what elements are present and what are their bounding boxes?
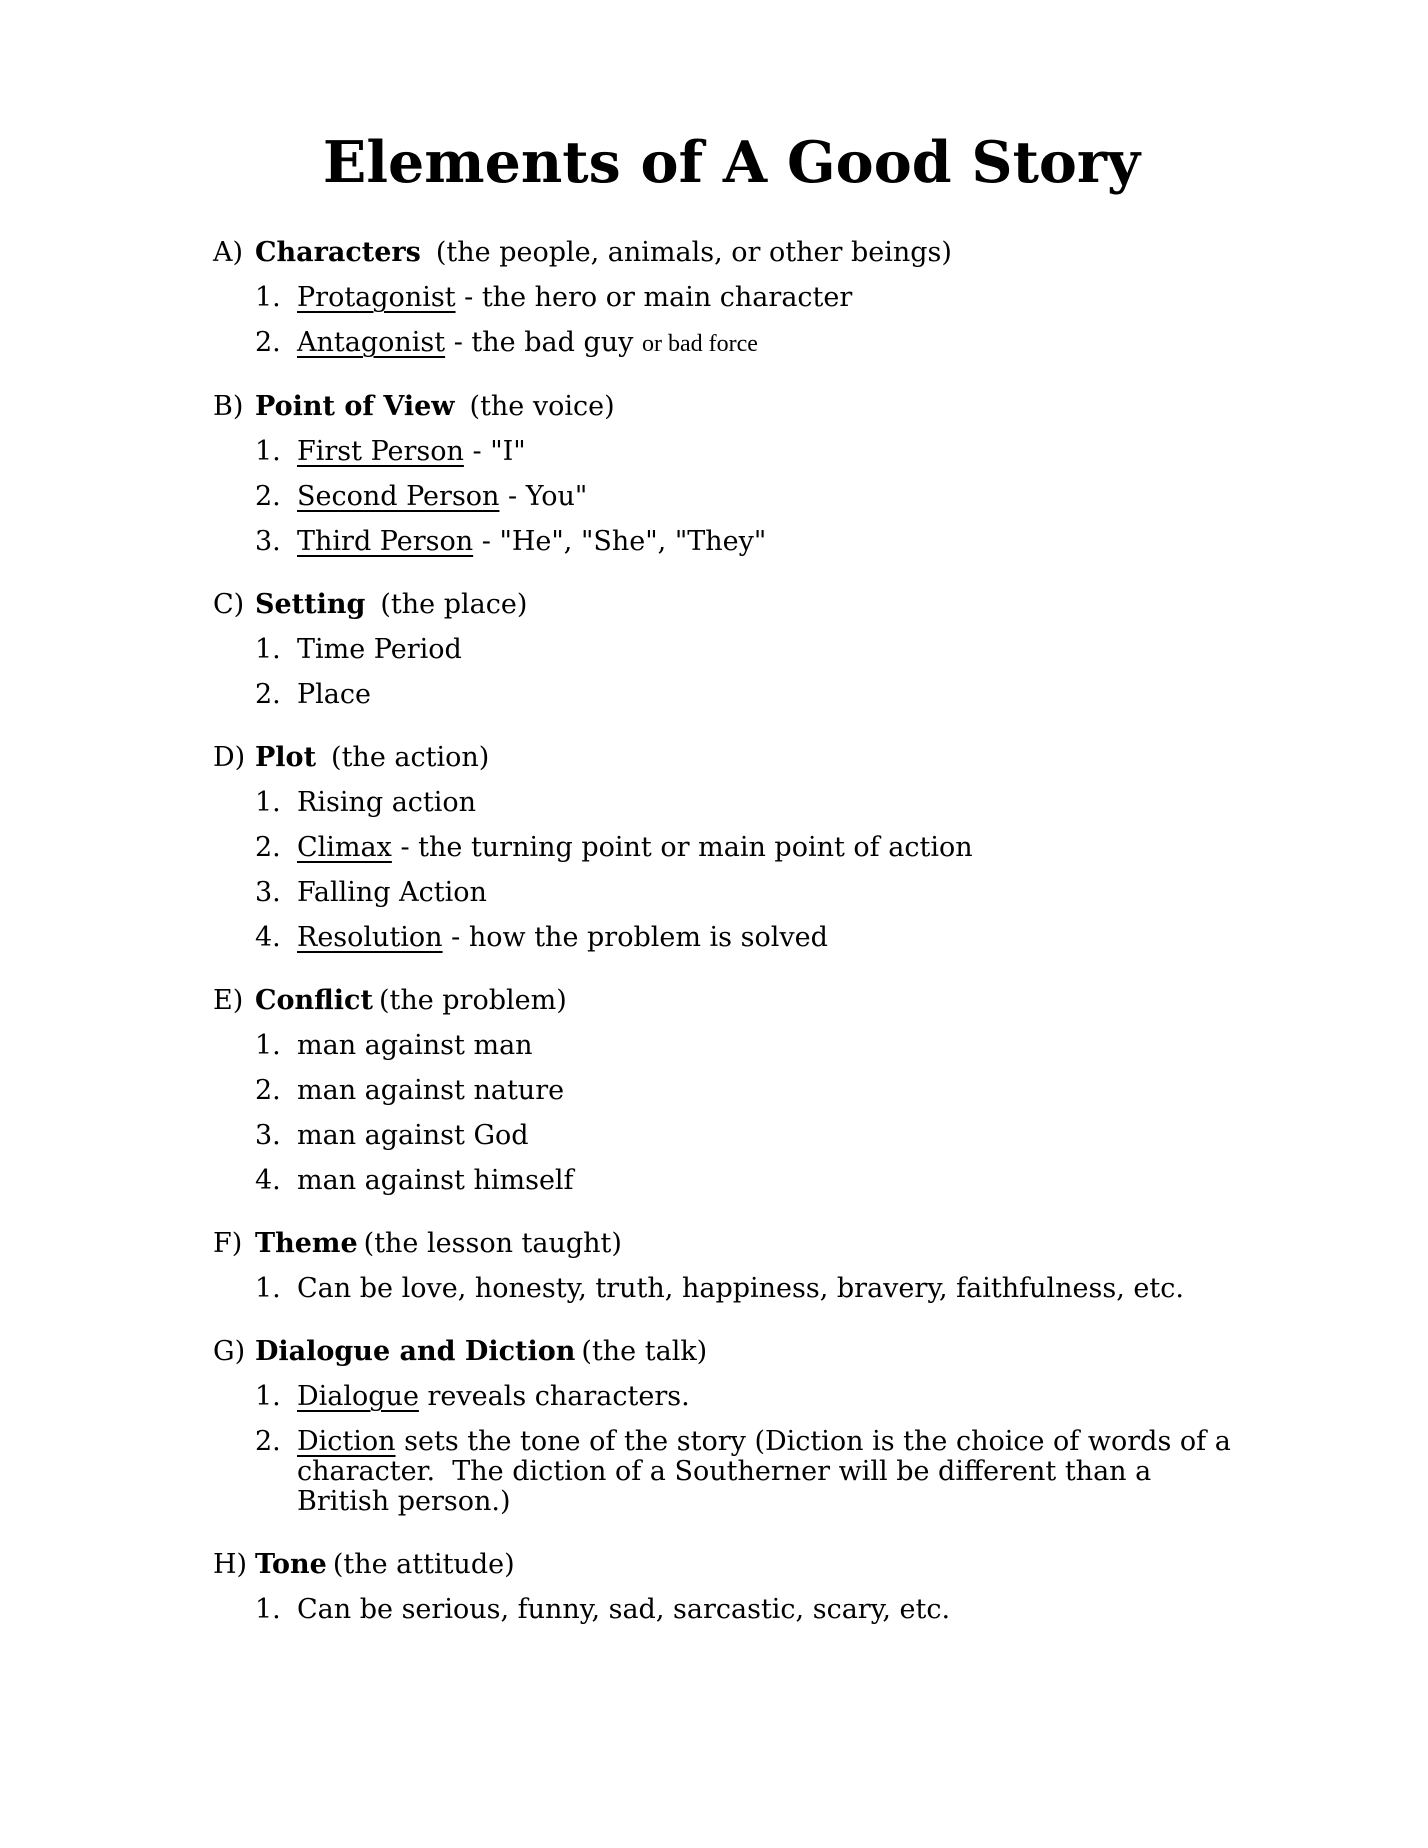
item-number: 2.	[255, 679, 281, 710]
section-letter: E)	[213, 985, 244, 1016]
text-segment: - You"	[499, 481, 588, 512]
item-text	[297, 1121, 529, 1151]
list-item	[213, 833, 1250, 863]
text-segment: man against nature	[297, 1075, 565, 1106]
section-title-text	[255, 1229, 622, 1259]
item-text	[297, 1031, 533, 1061]
item-number: 4.	[255, 1165, 281, 1196]
item-number: 2.	[255, 1075, 281, 1106]
item-text	[297, 1166, 574, 1196]
item-number: 1.	[255, 1594, 281, 1625]
item-number: 3.	[255, 526, 281, 557]
section-header	[213, 1229, 1250, 1259]
text-segment: Time Period	[297, 634, 462, 665]
section-title-text	[255, 986, 567, 1016]
list-item	[213, 1166, 1250, 1196]
item-text	[297, 788, 476, 818]
item-number: 2.	[255, 832, 281, 863]
text-segment: First Person	[297, 436, 464, 467]
section-title-text	[255, 1337, 707, 1367]
list-item	[213, 482, 1250, 512]
text-segment: man against man	[297, 1030, 533, 1061]
section-note: (the problem)	[378, 985, 567, 1016]
section-heading: Setting	[255, 589, 366, 620]
item-text	[297, 527, 766, 557]
section-heading: Theme	[255, 1228, 358, 1259]
list-item	[213, 1427, 1250, 1517]
section-header	[213, 1337, 1250, 1367]
section-header	[213, 238, 1250, 268]
section-header	[213, 986, 1250, 1016]
section-heading: Point of View	[255, 391, 455, 422]
item-text	[297, 635, 462, 665]
item-number: 1.	[255, 282, 281, 313]
item-number: 3.	[255, 877, 281, 908]
text-segment: Can be love, honesty, truth, happiness, bravery, faithfulness, etc.	[297, 1273, 1184, 1304]
item-text	[297, 1382, 690, 1412]
section	[213, 1337, 1250, 1517]
item-number: 1.	[255, 436, 281, 467]
text-segment: Rising action	[297, 787, 477, 818]
section	[213, 743, 1250, 953]
text-segment: - how the problem is solved	[442, 922, 828, 953]
text-segment: man against God	[297, 1120, 529, 1151]
section-header	[213, 1550, 1250, 1580]
item-text	[297, 1427, 1249, 1517]
text-segment: Can be serious, funny, sad, sarcastic, scary, etc.	[297, 1594, 951, 1625]
section	[213, 1229, 1250, 1304]
item-text	[297, 482, 587, 512]
text-segment: - "I"	[463, 436, 526, 467]
section	[213, 238, 1250, 359]
section-title-text	[255, 392, 615, 422]
text-segment: Protagonist	[297, 282, 456, 313]
item-number: 2.	[255, 327, 281, 358]
text-segment: or bad force	[641, 331, 758, 357]
section-note: (the place)	[380, 589, 528, 620]
text-segment: Second Person	[297, 481, 500, 512]
section-header	[213, 743, 1250, 773]
section-letter: F)	[213, 1228, 243, 1259]
list-item	[213, 1274, 1250, 1304]
section-letter: G)	[213, 1336, 246, 1367]
item-text	[297, 833, 973, 863]
item-text	[297, 1595, 950, 1625]
section-note: (the action)	[331, 742, 490, 773]
list-item	[213, 1382, 1250, 1412]
text-segment: reveals characters.	[418, 1381, 690, 1412]
item-number: 1.	[255, 1381, 281, 1412]
section	[213, 392, 1250, 557]
section-title-text	[255, 238, 952, 268]
list-item	[213, 527, 1250, 557]
item-number: 2.	[255, 481, 281, 512]
item-text	[297, 878, 487, 908]
item-number: 1.	[255, 787, 281, 818]
list-item	[213, 923, 1250, 953]
list-item	[213, 1031, 1250, 1061]
list-item	[213, 1121, 1250, 1151]
list-item	[213, 680, 1250, 710]
section-note: (the voice)	[469, 391, 615, 422]
text-segment: - the bad guy	[445, 327, 642, 358]
section-note: (the attitude)	[332, 1549, 515, 1580]
item-number: 1.	[255, 1030, 281, 1061]
text-segment: Resolution	[297, 922, 443, 953]
section-note: (the lesson taught)	[363, 1228, 622, 1259]
section-title-text	[255, 590, 527, 620]
section	[213, 1550, 1250, 1625]
text-segment: Dialogue	[297, 1381, 419, 1412]
section-note: (the talk)	[581, 1336, 708, 1367]
item-text	[297, 437, 526, 467]
item-text	[297, 283, 852, 313]
list-item	[213, 788, 1250, 818]
text-segment: Climax	[297, 832, 392, 863]
list-item	[213, 635, 1250, 665]
section-header	[213, 392, 1250, 422]
section-header	[213, 590, 1250, 620]
list-item	[213, 437, 1250, 467]
section-letter: A)	[213, 237, 244, 268]
text-segment: Diction	[297, 1426, 396, 1457]
list-item	[213, 1076, 1250, 1106]
text-segment: - the turning point or main point of action	[391, 832, 973, 863]
section	[213, 986, 1250, 1196]
text-segment: Place	[297, 679, 371, 710]
item-text	[297, 1076, 564, 1106]
item-number: 1.	[255, 634, 281, 665]
item-number: 4.	[255, 922, 281, 953]
item-number: 3.	[255, 1120, 281, 1151]
item-text	[297, 328, 758, 359]
item-text	[297, 680, 371, 710]
section-letter: B)	[213, 391, 244, 422]
item-number: 2.	[255, 1426, 281, 1457]
page-title: Elements of A Good Story	[322, 129, 1141, 196]
section-heading: Dialogue and Diction	[255, 1336, 576, 1367]
section-heading: Tone	[255, 1549, 327, 1580]
list-item	[213, 328, 1250, 359]
section-heading: Characters	[255, 237, 421, 268]
item-number: 1.	[255, 1273, 281, 1304]
section-heading: Plot	[255, 742, 317, 773]
section-letter: D)	[213, 742, 246, 773]
text-segment: man against himself	[297, 1165, 574, 1196]
text-segment: - "He", "She", "They"	[473, 526, 767, 557]
section	[213, 590, 1250, 710]
text-segment: Falling Action	[297, 877, 487, 908]
section-title-text	[255, 1550, 515, 1580]
list-item	[213, 1595, 1250, 1625]
list-item	[213, 283, 1250, 313]
section-letter: H)	[213, 1549, 248, 1580]
text-segment: Antagonist	[297, 327, 446, 358]
item-text	[297, 1274, 1184, 1304]
section-title-text	[255, 743, 489, 773]
text-segment: Third Person	[297, 526, 474, 557]
section-letter: C)	[213, 589, 245, 620]
outline-sections	[213, 238, 1250, 1625]
list-item	[213, 878, 1250, 908]
section-heading: Conflict	[255, 985, 373, 1016]
text-segment: sets the tone of the story (Diction is the choice of words of a character. The diction of a Southerner will be different than a British person.)	[297, 1426, 1231, 1517]
section-note: (the people, animals, or other beings)	[435, 237, 952, 268]
item-text	[297, 923, 828, 953]
text-segment: - the hero or main character	[455, 282, 853, 313]
